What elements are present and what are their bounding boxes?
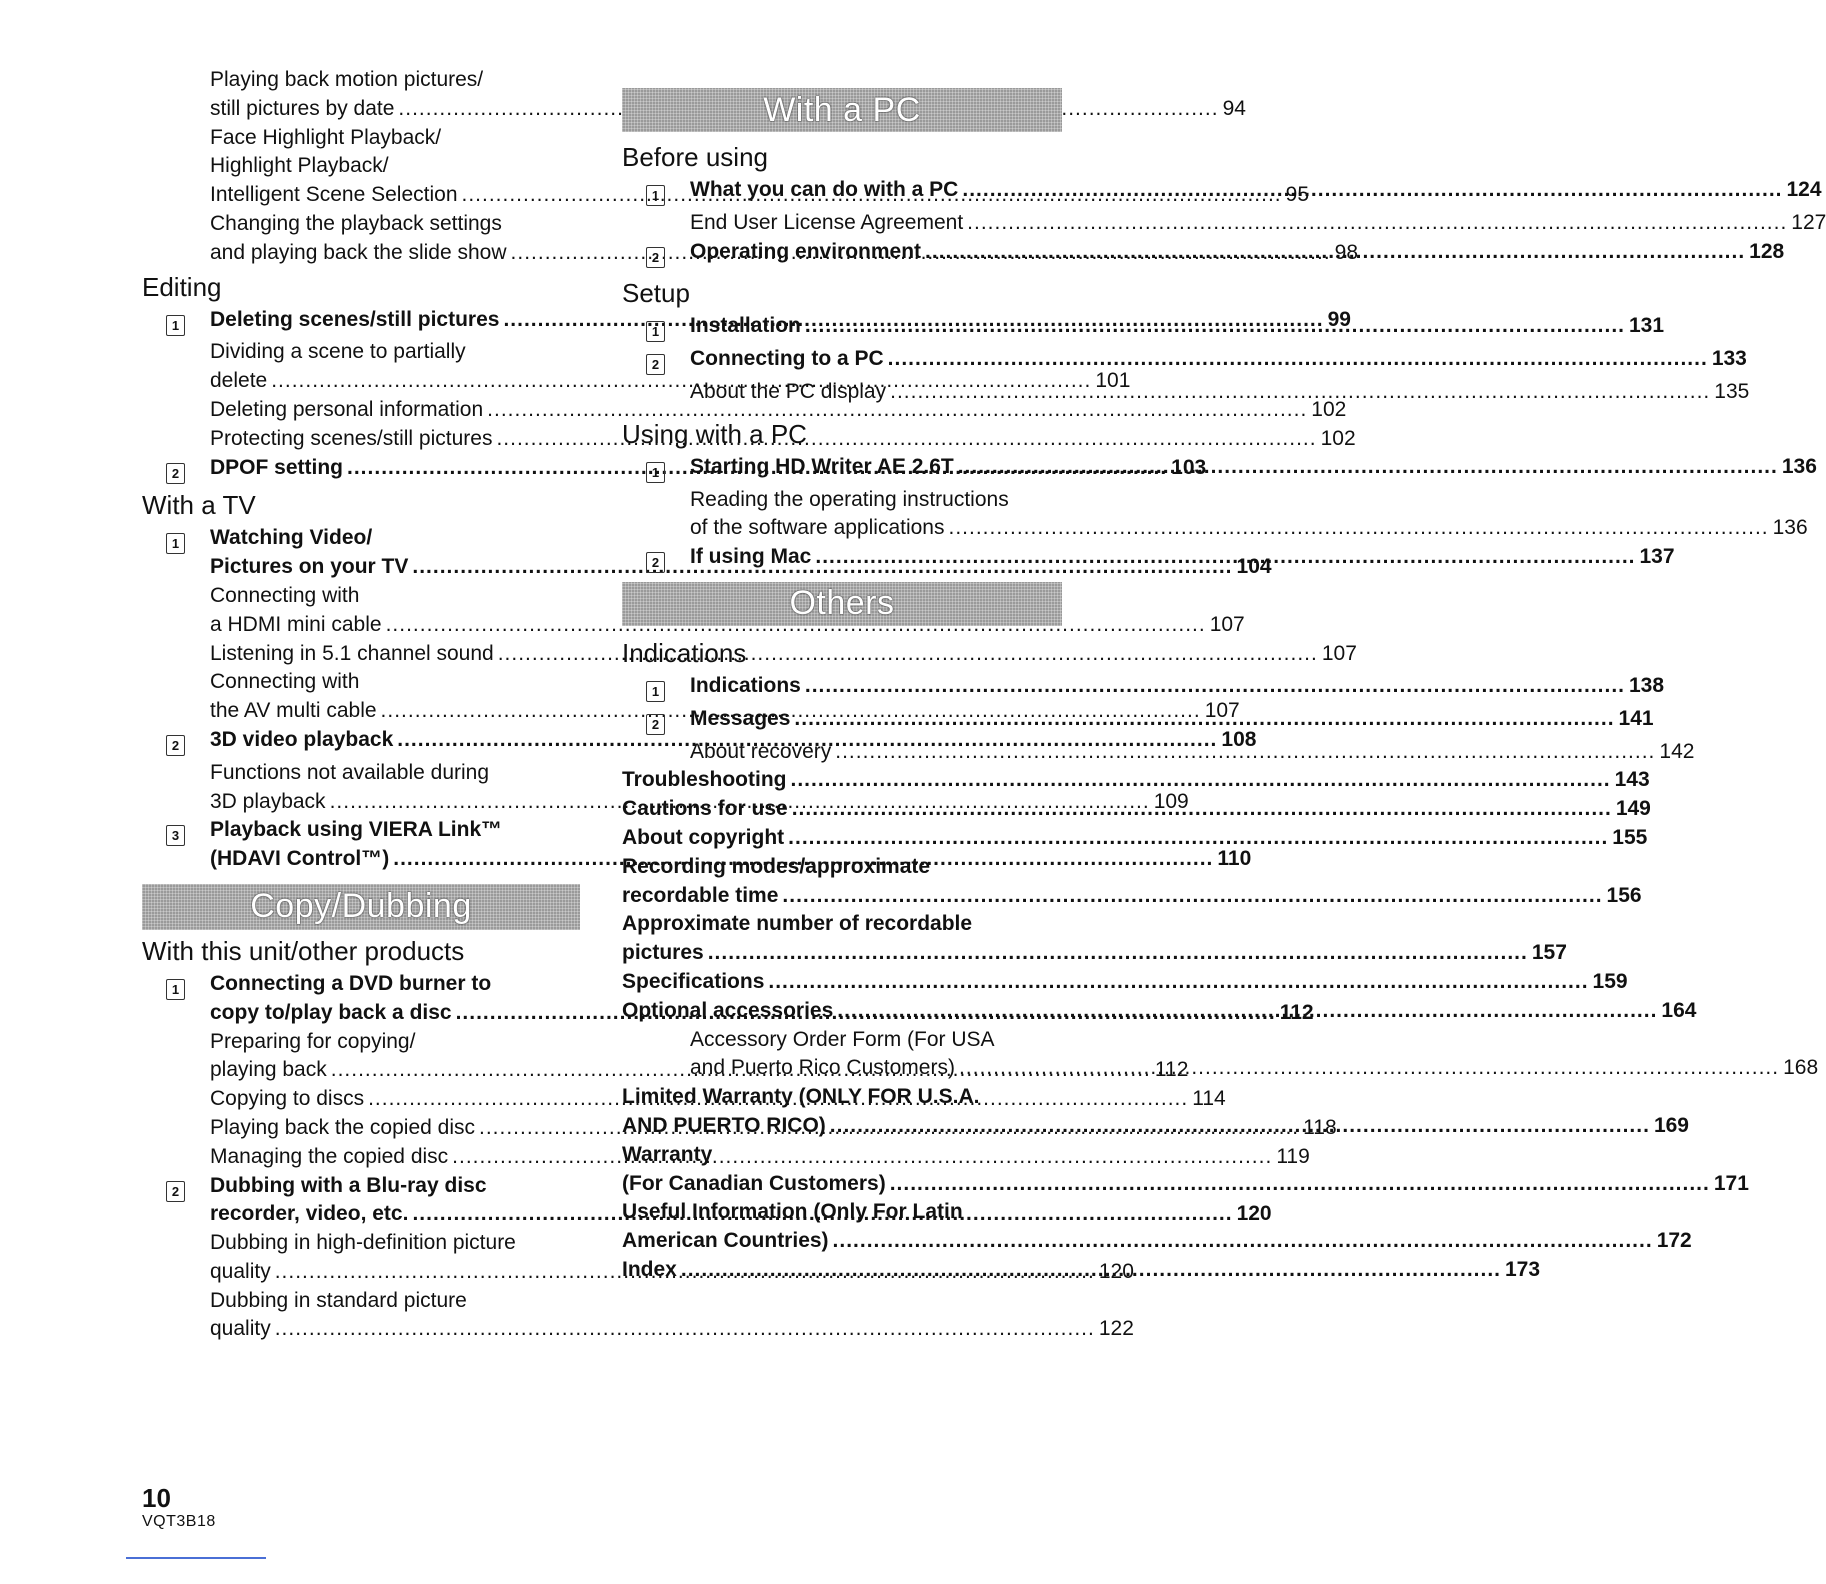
toc-page-number: 149	[1615, 797, 1651, 821]
toc-page-number: 124	[1786, 178, 1822, 201]
numbered-box-icon: 2	[646, 552, 665, 573]
toc-entry-number	[142, 66, 210, 70]
banner-with-a-pc: With a PC	[622, 88, 1062, 132]
numbered-box-icon: 1	[166, 315, 185, 336]
toc-entry-title: of the software applications	[690, 516, 945, 540]
toc-entry-title: Dubbing with a Blu-ray disc	[210, 1173, 487, 1197]
toc-entry-title: What you can do with a PC	[690, 178, 959, 201]
dot-leader	[815, 543, 1635, 572]
toc-page-number: 168	[1783, 1056, 1819, 1080]
toc-entry-title: American Countries)	[622, 1229, 829, 1253]
toc-page-number: 94	[1222, 96, 1246, 120]
toc-page-number: 108	[1221, 727, 1257, 751]
toc-page-number: 122	[1098, 1317, 1134, 1341]
toc-entry-title: Recording modes/approximate	[622, 854, 931, 878]
document-code: VQT3B18	[142, 1513, 216, 1530]
toc-entry-title: (HDAVI Control™)	[210, 847, 390, 871]
section-heading-indications: Indications	[622, 637, 747, 668]
toc-entry-title: recorder, video, etc.	[210, 1202, 409, 1226]
toc-entry-title: Watching Video/	[210, 526, 373, 550]
toc-page-number: 107	[1321, 641, 1357, 665]
numbered-box-icon: 1	[166, 979, 185, 1000]
toc-entry-title: and playing back the slide show	[210, 240, 507, 264]
toc-entry[interactable]	[622, 968, 1628, 997]
toc-entry-title: Face Highlight Playback/	[210, 125, 442, 149]
toc-entry-title: Cautions for use	[622, 797, 788, 821]
toc-entry-number	[622, 1026, 690, 1030]
toc-entry-title: quality	[210, 1317, 271, 1341]
section-heading-editing: Editing	[142, 271, 222, 302]
toc-page-number: 143	[1614, 768, 1650, 792]
toc-entry-title: Troubleshooting	[622, 768, 787, 792]
toc-entry-number	[622, 705, 690, 738]
toc-entry[interactable]	[622, 345, 1747, 378]
toc-entry-number	[142, 338, 210, 342]
toc-entry[interactable]	[622, 486, 1808, 544]
toc-entry-title: and Puerto Rico Customers)	[690, 1056, 955, 1080]
dot-leader	[788, 824, 1608, 853]
page-number: 10	[142, 1483, 171, 1513]
toc-entry-title: Connecting to a PC	[690, 347, 884, 371]
dot-leader	[790, 766, 1610, 795]
section-heading-with-this-unit: With this unit/other products	[142, 935, 465, 966]
toc-page-number: 107	[1209, 612, 1245, 636]
toc-entry-title: Intelligent Scene Selection	[210, 183, 458, 207]
numbered-box-icon: 1	[166, 533, 185, 554]
toc-entry-title: About recovery	[690, 739, 832, 763]
numbered-box-icon: 1	[646, 185, 665, 206]
toc-entry-title: Messages	[690, 706, 791, 730]
toc-entry-title: Copying to discs	[210, 1087, 365, 1111]
toc-page-number: 171	[1713, 1171, 1749, 1195]
toc-entry-number	[142, 306, 210, 339]
toc-page-number: 119	[1276, 1144, 1310, 1168]
toc-entry-number	[142, 668, 210, 672]
numbered-box-icon: 2	[166, 735, 185, 756]
numbered-box-icon: 2	[166, 463, 185, 484]
dot-leader	[959, 1054, 1779, 1083]
toc-entry-number	[142, 1172, 210, 1205]
numbered-box-icon: 2	[646, 714, 665, 735]
toc-entry-number	[622, 209, 690, 213]
toc-entry[interactable]	[142, 396, 1347, 425]
dot-leader	[958, 453, 1778, 482]
toc-page-number: 173	[1505, 1257, 1541, 1281]
toc-entry-number	[622, 486, 690, 490]
toc-entry-title: Operating environment	[690, 239, 922, 263]
toc-entry-title: Indications	[690, 673, 801, 697]
dot-leader	[805, 672, 1625, 701]
toc-entry-title: Changing the playback settings	[210, 211, 502, 235]
toc-page-number: 172	[1656, 1229, 1692, 1253]
toc-page-number: 95	[1285, 183, 1309, 207]
toc-page-number: 109	[1153, 789, 1189, 813]
toc-page-number: 110	[1217, 847, 1252, 871]
toc-entry-title: If using Mac	[690, 545, 812, 569]
toc-page-number: 142	[1659, 739, 1695, 763]
toc-entry-title: Useful Information (Only For Latin	[622, 1200, 963, 1224]
toc-page-number: 112	[1154, 1058, 1189, 1082]
toc-entry-number	[622, 176, 690, 209]
toc-entry-title: Specifications	[622, 969, 765, 993]
toc-entry-number	[622, 672, 690, 705]
toc-page-number: 157	[1531, 941, 1567, 965]
toc-page-number: 99	[1327, 307, 1351, 331]
dot-leader	[708, 939, 1528, 968]
toc-page-number: 120	[1236, 1202, 1272, 1226]
dot-leader	[830, 1112, 1650, 1141]
toc-page-number: 128	[1749, 239, 1785, 263]
toc-page-number: 112	[1279, 1000, 1314, 1024]
section-heading-before-using: Before using	[622, 142, 768, 172]
dot-leader	[794, 705, 1614, 734]
toc-entry-number	[622, 738, 690, 742]
toc-entry-title: Pictures on your TV	[210, 555, 409, 579]
toc-entry-number	[142, 726, 210, 759]
toc-entry-title: DPOF setting	[210, 455, 344, 479]
toc-entry-number	[622, 378, 690, 382]
toc-entry-title: Functions not available during	[210, 760, 490, 784]
toc-page-number: 102	[1311, 397, 1347, 421]
dot-leader	[890, 378, 1710, 407]
toc-page-number: 103	[1171, 455, 1207, 479]
toc-entry-title: Installation	[690, 314, 801, 338]
toc-entry-number	[622, 453, 690, 486]
toc-entry-title: pictures	[622, 941, 704, 965]
dot-leader	[768, 968, 1588, 997]
toc-entry-number	[142, 454, 210, 487]
toc-entry-title: About the PC display	[690, 379, 887, 403]
toc-entry-title: recordable time	[622, 883, 779, 907]
numbered-box-icon: 3	[166, 825, 185, 846]
toc-page-number: 135	[1714, 379, 1750, 403]
toc-entry-title: Connecting with	[210, 583, 360, 607]
numbered-box-icon: 2	[646, 247, 665, 268]
toc-page-number: 101	[1095, 369, 1131, 393]
toc-entry-title: 3D video playback	[210, 727, 394, 751]
toc-page-number: 120	[1098, 1259, 1134, 1283]
toc-entry-number	[142, 524, 210, 557]
dot-leader	[837, 997, 1657, 1026]
toc-entry-title: Playing back motion pictures/	[210, 68, 484, 91]
toc-entry-number	[142, 970, 210, 1003]
toc-entry-number	[622, 345, 690, 378]
toc-entry-title: a HDMI mini cable	[210, 612, 382, 636]
toc-entry-number	[142, 1028, 210, 1032]
toc-entry-title: AND PUERTO RICO)	[622, 1113, 826, 1137]
toc-page-number: 169	[1653, 1113, 1689, 1137]
numbered-box-icon: 2	[166, 1181, 185, 1202]
toc-entry-number	[142, 1229, 210, 1233]
toc-page-number: 118	[1303, 1115, 1337, 1139]
toc-page-number: 136	[1781, 454, 1817, 478]
toc-page-number: 104	[1236, 555, 1272, 579]
toc-entry-title: Highlight Playback/	[210, 154, 389, 178]
toc-entry-number	[622, 312, 690, 345]
toc-entry-title: Reading the operating instructions	[690, 487, 1009, 511]
toc-entry-number	[622, 543, 690, 576]
toc-entry-title: Limited Warranty (ONLY FOR U.S.A.	[622, 1085, 980, 1109]
toc-entry-number	[142, 1085, 210, 1089]
toc-entry-title: the AV multi cable	[210, 699, 377, 723]
toc-entry-title: Deleting personal information	[210, 397, 484, 421]
toc-page-number: 164	[1661, 998, 1697, 1022]
toc-entry-title: Warranty	[622, 1142, 713, 1166]
dot-leader	[925, 238, 1745, 267]
dot-leader	[835, 738, 1655, 767]
dot-leader	[890, 1170, 1710, 1199]
dot-leader	[833, 1227, 1653, 1256]
toc-entry-title: copy to/play back a disc	[210, 1000, 452, 1024]
toc-entry[interactable]	[622, 209, 1826, 238]
toc-entry-title: Approximate number of recordable	[622, 912, 973, 936]
banner-others: Others	[622, 582, 1062, 626]
page-footer	[142, 1484, 216, 1532]
toc-entry-number	[142, 1114, 210, 1118]
toc-entry-title: Accessory Order Form (For USA	[690, 1027, 995, 1051]
toc-entry-number	[142, 759, 210, 763]
toc-page-number: 137	[1639, 545, 1675, 569]
toc-entry-title: Dubbing in high-definition picture	[210, 1231, 516, 1255]
toc-entry-title: Listening in 5.1 channel sound	[210, 641, 494, 665]
toc-entry-title: Connecting with	[210, 670, 360, 694]
toc-page-number: 133	[1711, 347, 1747, 371]
numbered-box-icon: 1	[646, 681, 665, 702]
toc-entry-number	[142, 396, 210, 400]
toc-entry-title: Protecting scenes/still pictures	[210, 426, 493, 450]
dot-leader	[948, 514, 1768, 543]
toc-entry-number	[142, 816, 210, 849]
section-heading-using-with-a-pc: Using with a PC	[622, 418, 807, 449]
banner-copy-dubbing: Copy/Dubbing	[142, 884, 580, 930]
dot-leader	[805, 312, 1625, 341]
toc-entry[interactable]	[622, 766, 1650, 795]
bottom-rule	[126, 1557, 266, 1559]
dot-leader	[967, 209, 1787, 238]
toc-entry-title: Dubbing in standard picture	[210, 1288, 467, 1312]
toc-page-number: 136	[1772, 516, 1808, 540]
toc-entry-title: delete	[210, 369, 268, 393]
toc-entry-title: Preparing for copying/	[210, 1029, 416, 1053]
toc-page-number: 131	[1629, 314, 1665, 338]
toc-entry-title: Starting HD Writer AE 2.6T	[690, 454, 954, 478]
toc-entry-number	[142, 582, 210, 586]
dot-leader	[275, 1315, 1095, 1344]
toc-entry-number	[142, 1287, 210, 1291]
toc-entry-title: Playing back the copied disc	[210, 1115, 475, 1139]
dot-leader	[782, 882, 1602, 911]
toc-entry[interactable]	[622, 910, 1567, 968]
numbered-box-icon: 2	[646, 354, 665, 375]
toc-page-number: 156	[1606, 883, 1642, 907]
toc-page-number: 107	[1204, 699, 1240, 723]
toc-entry-title: Playback using VIERA Link™	[210, 818, 503, 842]
toc-page-number: 102	[1320, 426, 1356, 450]
toc-entry[interactable]	[622, 824, 1648, 853]
section-heading-setup: Setup	[622, 278, 690, 309]
dot-leader	[962, 176, 1782, 205]
toc-page-number: 159	[1592, 969, 1628, 993]
toc-entry-number	[622, 238, 690, 271]
toc-page-number: 155	[1612, 825, 1648, 849]
toc-page-number: 114	[1192, 1087, 1226, 1111]
numbered-box-icon: 1	[646, 321, 665, 342]
toc-entry-title: End User License Agreement	[690, 210, 964, 234]
toc-entry-number	[142, 640, 210, 644]
toc-entry[interactable]	[622, 672, 1665, 705]
toc-entry-title: Index	[622, 1257, 677, 1281]
toc-entry-title: Optional accessories	[622, 998, 834, 1022]
toc-entry-title: still pictures by date	[210, 96, 395, 120]
section-heading-with-a-tv: With a TV	[142, 490, 256, 521]
toc-entry-number	[142, 425, 210, 429]
toc-entry-title: (For Canadian Customers)	[622, 1171, 886, 1195]
toc-page-number: 98	[1334, 240, 1359, 264]
numbered-box-icon: 1	[646, 462, 665, 483]
toc-entry-title: Managing the copied disc	[210, 1144, 449, 1168]
dot-leader	[792, 795, 1612, 824]
toc-entry-title: Deleting scenes/still pictures	[210, 307, 500, 331]
toc-entry-title: playing back	[210, 1058, 327, 1082]
toc-entry-number	[142, 124, 210, 128]
toc-entry[interactable]	[142, 1287, 1134, 1345]
toc-entry-number	[142, 210, 210, 214]
toc-entry-title: quality	[210, 1259, 271, 1283]
toc-page-number: 127	[1791, 210, 1826, 234]
toc-entry-title: Dividing a scene to partially	[210, 340, 466, 364]
toc-entry-title: 3D playback	[210, 789, 326, 813]
toc-page-number: 141	[1618, 706, 1654, 730]
toc-entry-number	[142, 1143, 210, 1147]
toc-page-number: 138	[1629, 673, 1665, 697]
dot-leader	[681, 1256, 1501, 1285]
dot-leader	[888, 345, 1708, 374]
toc-entry-title: Connecting a DVD burner to	[210, 971, 492, 995]
toc-entry-title: About copyright	[622, 825, 785, 849]
